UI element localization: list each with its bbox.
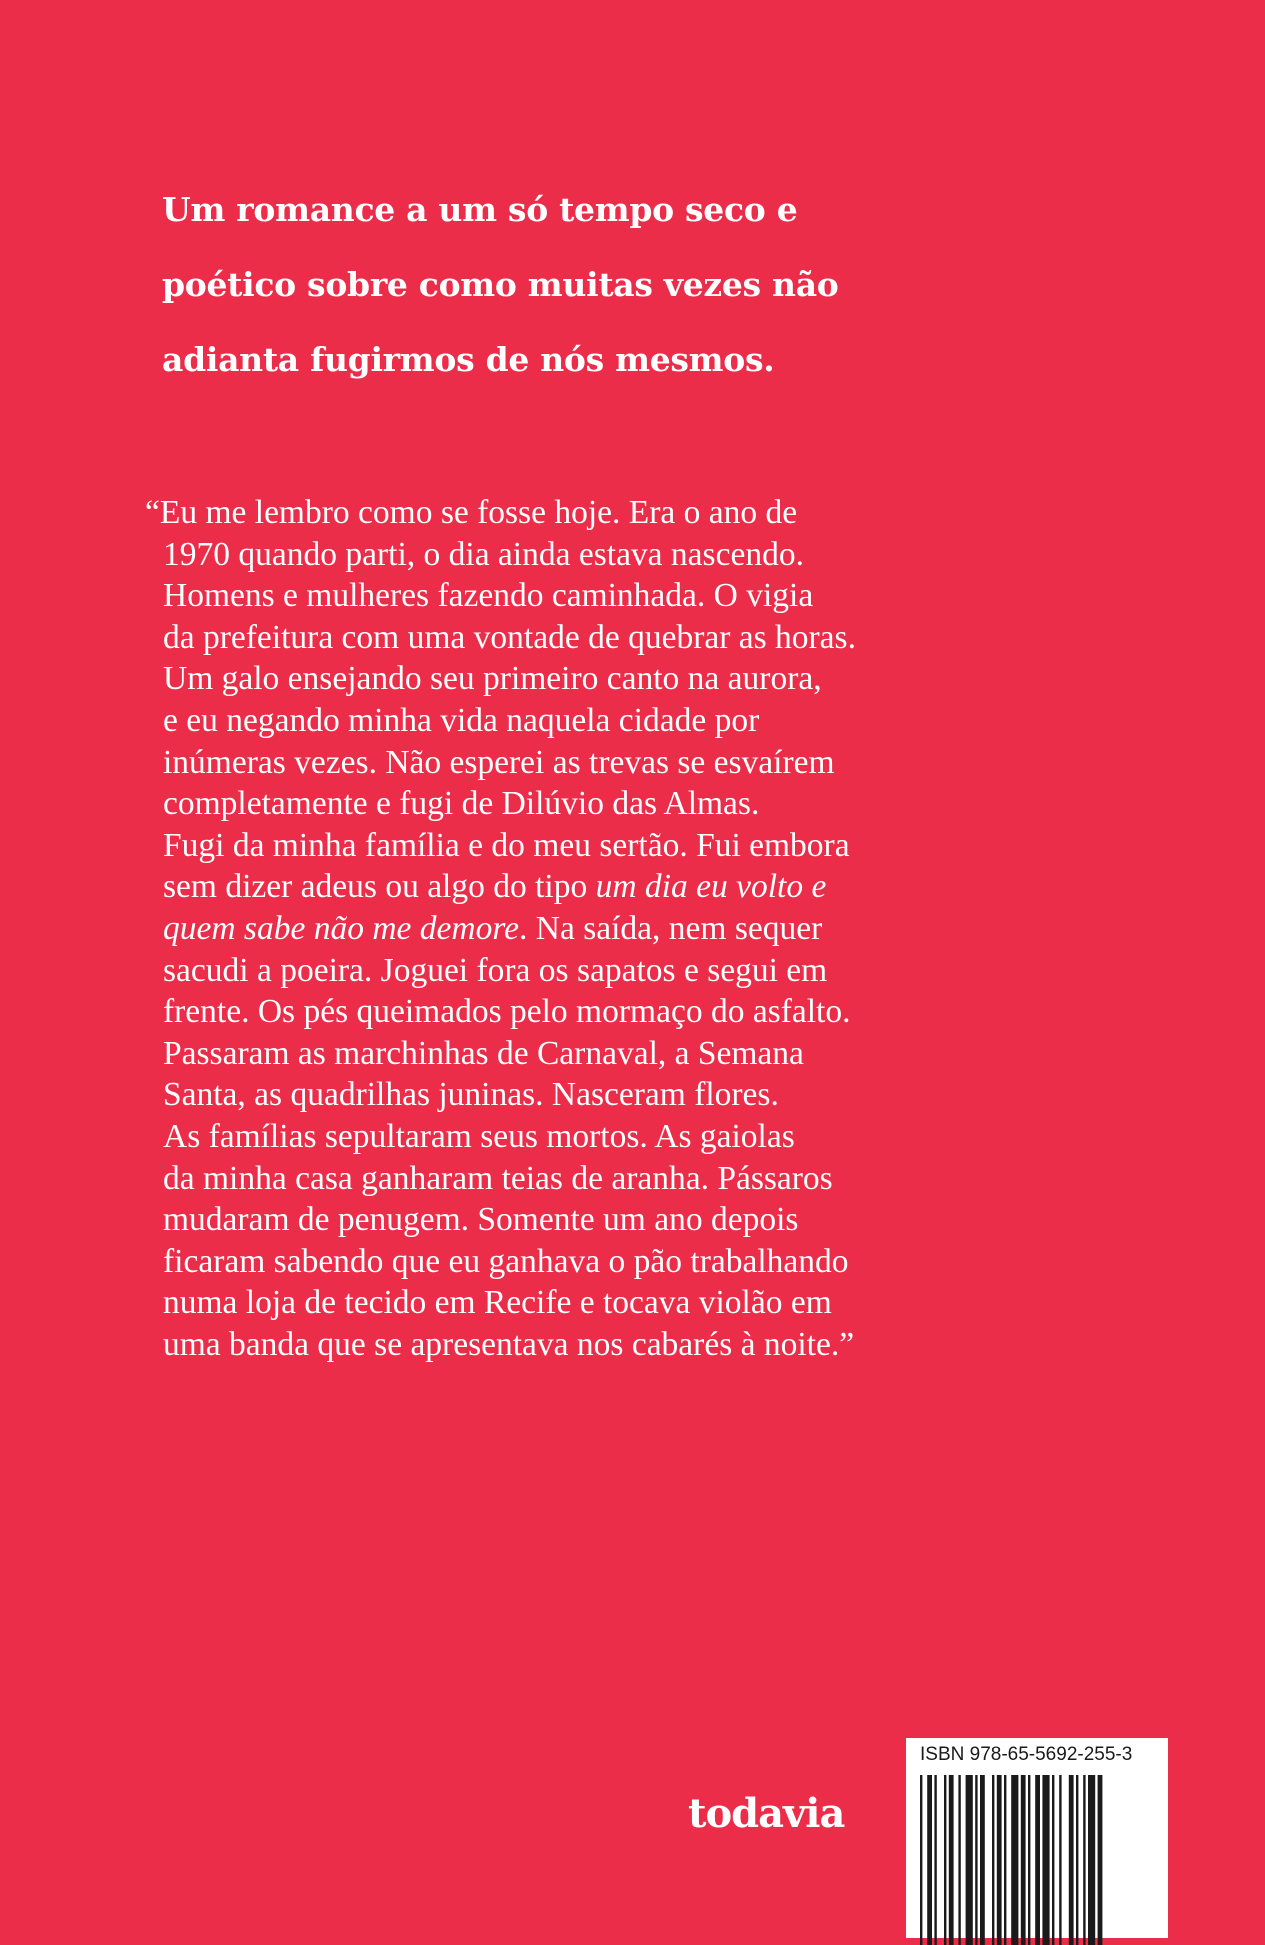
- headline-line: Um romance a um só tempo seco e: [162, 190, 798, 229]
- isbn-barcode: [906, 1738, 1168, 1938]
- excerpt-quote: [145, 492, 856, 1365]
- quote-italic: um dia eu volto e: [595, 868, 827, 906]
- quote-line: sacudi a poeira. Joguei fora os sapatos e segui em: [163, 951, 828, 989]
- quote-italic: quem sabe não me demore: [163, 909, 520, 947]
- quote-line: uma banda que se apresentava nos cabarés à noite.”: [163, 1325, 855, 1363]
- quote-line: ficaram sabendo que eu ganhava o pão trabalhando: [163, 1242, 849, 1280]
- quote-line: Homens e mulheres fazendo caminhada. O vigia: [163, 577, 814, 615]
- quote-line: frente. Os pés queimados pelo mormaço do asfalto.: [163, 993, 851, 1031]
- quote-text: . Na saída, nem sequer: [519, 909, 823, 947]
- quote-line: “Eu me lembro como se fosse hoje. Era o ano de: [145, 494, 798, 531]
- headline-line: adianta fugirmos de nós mesmos.: [162, 340, 775, 379]
- quote-line: inúmeras vezes. Não esperei as trevas se esvaírem: [163, 743, 835, 781]
- headline: [162, 172, 839, 397]
- publisher-logo: todavia: [688, 1790, 845, 1837]
- quote-line: Santa, as quadrilhas juninas. Nasceram flores.: [163, 1076, 779, 1114]
- quote-line: da prefeitura com uma vontade de quebrar as horas.: [163, 618, 856, 656]
- headline-line: poético sobre como muitas vezes não: [162, 265, 839, 304]
- quote-text: sem dizer adeus ou algo do tipo: [163, 868, 596, 906]
- quote-line: numa loja de tecido em Recife e tocava violão em: [163, 1284, 832, 1322]
- isbn-number: ISBN 978-65-5692-255-3: [920, 1744, 1133, 1765]
- quote-line: [163, 908, 856, 950]
- quote-line: As famílias sepultaram seus mortos. As gaiolas: [163, 1117, 795, 1155]
- quote-line: 1970 quando parti, o dia ainda estava nascendo.: [163, 535, 804, 573]
- quote-line: completamente e fugi de Dilúvio das Almas.: [163, 785, 760, 823]
- quote-line: [163, 866, 856, 908]
- quote-line: Um galo ensejando seu primeiro canto na aurora,: [163, 660, 822, 698]
- quote-line: mudaram de penugem. Somente um ano depois: [163, 1201, 799, 1239]
- quote-line: e eu negando minha vida naquela cidade por: [163, 701, 760, 739]
- quote-line: Passaram as marchinhas de Carnaval, a Semana: [163, 1034, 804, 1072]
- quote-line: da minha casa ganharam teias de aranha. Pássaros: [163, 1159, 833, 1197]
- quote-line: Fugi da minha família e do meu sertão. Fui embora: [163, 826, 850, 864]
